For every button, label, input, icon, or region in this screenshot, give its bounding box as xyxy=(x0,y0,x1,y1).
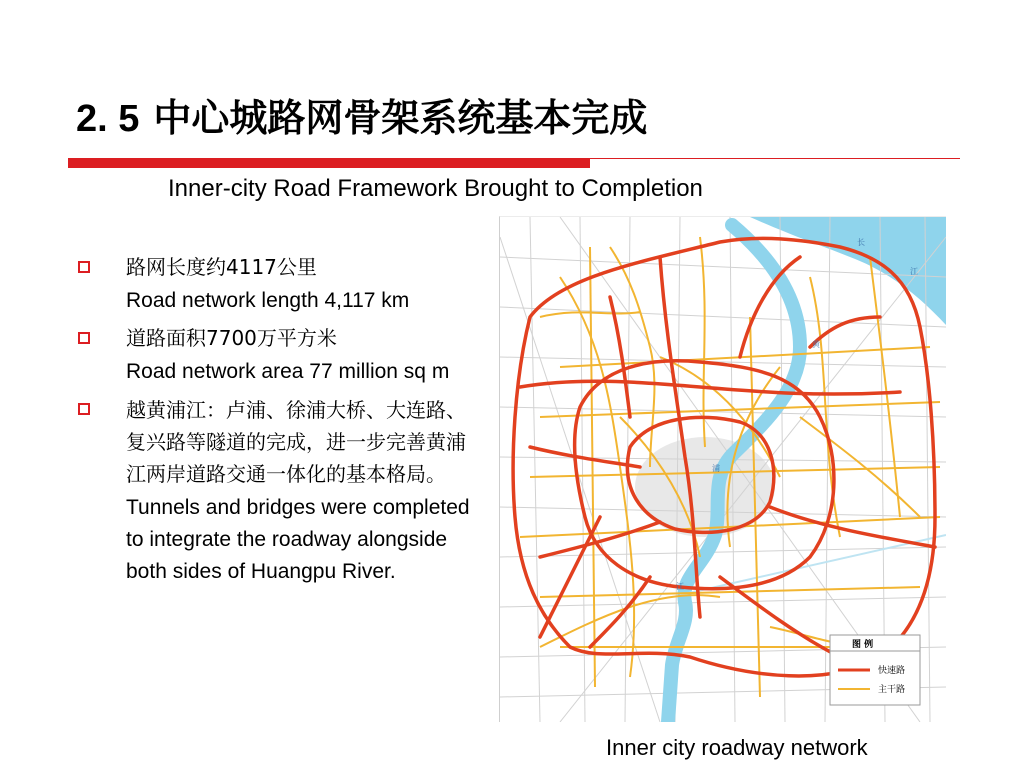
river-label: 黄 xyxy=(812,340,820,349)
legend-label-arterial: 主干路 xyxy=(878,685,906,695)
bullet-square-icon xyxy=(78,403,90,415)
title-number: 2. 5 xyxy=(76,98,140,140)
legend-title: 图 例 xyxy=(852,640,874,650)
bullet-item-river xyxy=(76,394,486,588)
slide-title xyxy=(76,94,647,143)
bullet-zh-river: 越黄浦江：卢浦、徐浦大桥、大连路、复兴路等隧道的完成，进一步完善黄浦江两岸道路交通一体化的基本格局。 xyxy=(126,398,466,486)
river-label: 长 xyxy=(857,238,865,247)
river-label: 江 xyxy=(676,582,684,591)
river-label: 浦 xyxy=(712,464,720,473)
title-text: 中心城路网骨架系统基本完成 xyxy=(153,96,648,140)
river-label: 江 xyxy=(910,267,918,276)
bullet-en-length: Road network length 4,117 km xyxy=(126,289,410,312)
bullet-en-area: Road network area 77 million sq m xyxy=(126,360,450,383)
bullet-square-icon xyxy=(78,261,90,273)
bullet-en-river: Tunnels and bridges were completed to integrate the roadway alongside both sides of Huangpu River. xyxy=(126,496,470,583)
bullet-item-area xyxy=(76,323,486,388)
title-underline-thin xyxy=(590,158,960,159)
legend-label-expressway: 快速路 xyxy=(878,666,906,676)
bullet-zh-length: 路网长度约4117公里 xyxy=(126,255,317,279)
bullet-item-length xyxy=(76,252,486,317)
slide-subtitle: Inner-city Road Framework Brought to Completion xyxy=(168,175,703,202)
bullet-zh-area: 道路面积7700万平方米 xyxy=(126,326,337,350)
bullet-square-icon xyxy=(78,332,90,344)
map-caption: Inner city roadway network xyxy=(606,735,868,760)
bullet-list xyxy=(76,252,486,594)
title-underline-thick xyxy=(68,158,590,168)
map-legend xyxy=(830,635,920,705)
road-network-map xyxy=(499,216,946,722)
